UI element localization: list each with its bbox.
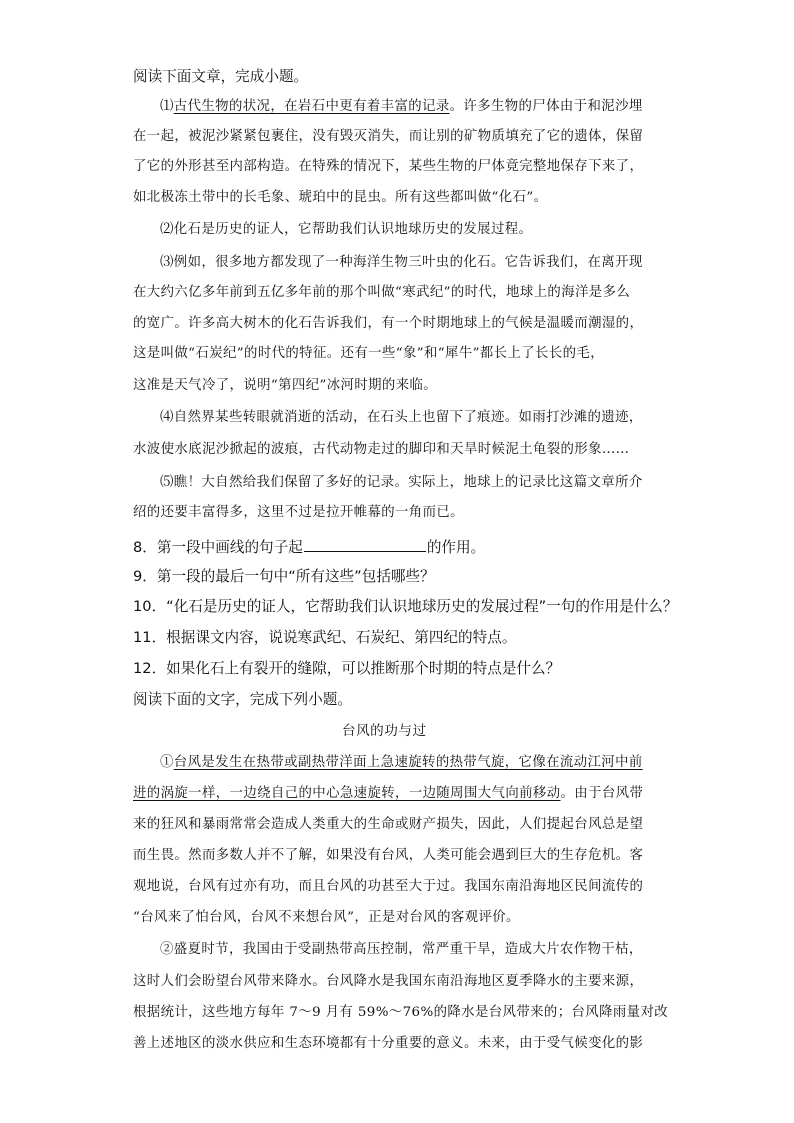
paragraph-3-line-3: 的宽广。许多高大树木的化石告诉我们，有一个时期地球上的气候是温暖而潮湿的， [133, 316, 644, 331]
answer-blank[interactable] [304, 537, 426, 552]
article-title: 台风的功与过 [342, 723, 427, 739]
underlined-sentence: 台风是发生在热带或副热带洋面上急速旋转的热带气旋，它像在流动江河中前 [173, 755, 643, 770]
paragraph-1-line-4: 如北极冻土带中的长毛象、琥珀中的昆虫。所有这些都叫做“化石”。 [133, 190, 548, 205]
paragraph-text: 。许多生物的尸体由于和泥沙埋 [449, 99, 643, 114]
intro-heading-2: 阅读下面的文字，完成下列小题。 [133, 691, 352, 708]
paragraph-3-line-1: ⑶例如，很多地方都发现了一种海洋生物三叶虫的化石。它告诉我们，在离开现 [160, 255, 643, 270]
article-para-2-line-4: 善上述地区的淡水供应和生态环境都有十分重要的意义。未来，由于受气候变化的影 [133, 1036, 644, 1051]
question-8 [133, 537, 485, 558]
paragraph-text: 。由于台风带 [560, 786, 644, 801]
underlined-sentence: 古代生物的状况，在岩石中更有着丰富的记录 [173, 99, 450, 114]
paragraph-4-line-1: ⑷自然界某些转眼就消逝的活动，在石头上也留下了痕迹。如雨打沙滩的遗迹， [160, 410, 643, 425]
question-8-prefix: 8．第一段中画线的句子起 [133, 539, 303, 556]
article-para-1-line-2 [133, 784, 643, 804]
paragraph-1-line-2: 在一起，被泥沙紧紧包裹住，没有毁灭消失，而让别的矿物质填充了它的遗体，保留 [133, 129, 644, 144]
article-para-2-line-1: ②盛夏时节，我国由于受副热带高压控制，常严重干旱，造成大片农作物干枯， [160, 942, 643, 957]
question-12: 12．如果化石上有裂开的缝隙，可以推断那个时期的特点是什么？ [133, 660, 561, 677]
paragraph-3-line-2: 在大约六亿多年前到五亿多年前的那个叫做“寒武纪”的时代，地球上的海洋是多么 [133, 285, 631, 300]
paragraph-number: ⑴ [160, 99, 174, 114]
article-para-1-line-4: 而生畏。然而多数人并不了解，如果没有台风，人类可能会遇到巨大的生存危机。客 [133, 848, 644, 863]
question-10: 10．“化石是历史的证人，它帮助我们认识地球历史的发展过程”一句的作用是什么？ [133, 598, 678, 615]
paragraph-5-line-2: 绍的还要丰富得多，这里不过是拉开帷幕的一角而已。 [133, 505, 464, 520]
paragraph-2-line-1: ⑵化石是历史的证人，它帮助我们认识地球历史的发展过程。 [160, 222, 533, 237]
question-8-suffix: 的作用。 [426, 539, 486, 556]
paragraph-1-line-3: 了它的外形甚至内部构造。在特殊的情况下，某些生物的尸体竟完整地保存下来了， [133, 159, 644, 174]
intro-heading: 阅读下面文章，完成小题。 [133, 68, 309, 85]
article-para-1-line-1 [160, 753, 643, 773]
article-para-2-line-2: 这时人们会盼望台风带来降水。台风降水是我国东南沿海地区夏季降水的主要来源， [133, 974, 644, 989]
question-9: 9．第一段的最后一句中“所有这些”包括哪些？ [133, 568, 435, 585]
paragraph-1-line-1 [160, 97, 643, 117]
paragraph-4-line-2: 水波使水底泥沙掀起的波痕，古代动物走过的脚印和天旱时候泥土龟裂的形象…… [133, 442, 630, 457]
paragraph-3-line-4: 这是叫做“石炭纪”的时代的特征。还有一些“象”和“犀牛”都长上了长长的毛， [133, 346, 604, 361]
paragraph-5-line-1: ⑸瞧！大自然给我们保留了多好的记录。实际上，地球上的记录比这篇文章所介 [160, 475, 643, 490]
paragraph-number: ① [160, 755, 174, 770]
article-para-1-line-3: 来的狂风和暴雨常常会造成人类重大的生命或财产损失，因此，人们提起台风总是望 [133, 817, 644, 832]
article-para-1-line-6: “台风来了怕台风，台风不来想台风”，正是对台风的客观评价。 [133, 910, 520, 925]
paragraph-3-line-5: 这准是天气冷了，说明“第四纪”冰河时期的来临。 [133, 378, 438, 393]
underlined-sentence-continued: 进的涡旋一样，一边绕自己的中心急速旋转，一边随周围大气向前移动 [133, 786, 561, 801]
article-para-2-line-3: 根据统计，这些地方每年 7～9 月有 59%～76%的降水是台风带来的；台风降雨量对改 [133, 1005, 669, 1020]
article-para-1-line-5: 观地说，台风有过亦有功，而且台风的功甚至大于过。我国东南沿海地区民间流传的 [133, 879, 644, 894]
question-11: 11．根据课文内容，说说寒武纪、石炭纪、第四纪的特点。 [133, 629, 517, 646]
